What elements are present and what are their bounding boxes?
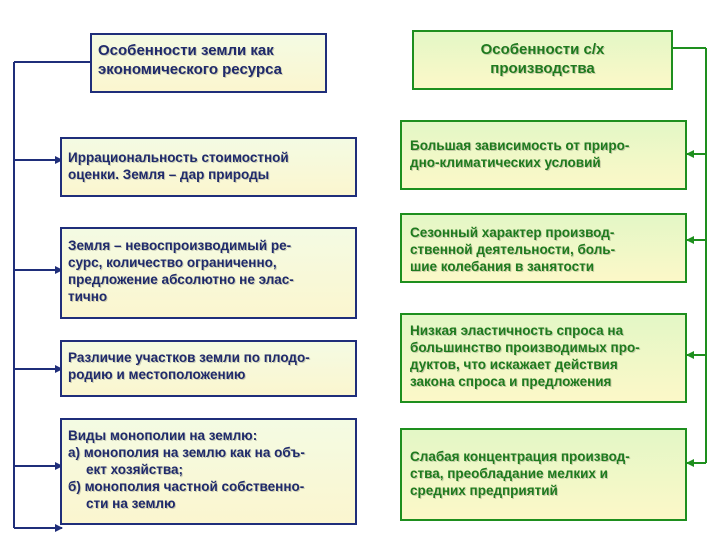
right-item-line: Низкая эластичность спроса на [410, 323, 624, 338]
left-item-line: Иррациональность стоимостной [68, 150, 289, 165]
left-item-line: предложение абсолютно не элас- [68, 272, 294, 287]
right-item-line: Сезонный характер производ- [410, 225, 615, 240]
right-item-line: ственной деятельности, боль- [410, 242, 616, 257]
left-item-box [60, 418, 357, 525]
left-item-line: б) монополия частной собственно- [68, 479, 305, 494]
left-item-line: а) монополия на землю как на объ- [68, 445, 305, 460]
right-header-box [412, 30, 673, 90]
left-header-box [90, 33, 327, 93]
left-item-line: Земля – невоспроизводимый ре- [68, 238, 292, 253]
left-item-line: сти на землю [86, 496, 176, 511]
left-item-line: Виды монополии на землю: [68, 428, 258, 443]
right-item-line: большинство производимых про- [410, 340, 640, 355]
right-item-line: Слабая концентрация производ- [410, 449, 630, 464]
right-header-line: производства [490, 60, 595, 77]
left-item-box [60, 340, 357, 397]
right-item-line: закона спроса и предложения [410, 374, 612, 389]
left-item-line: родию и местоположению [68, 367, 246, 382]
right-item-line: шие колебания в занятости [410, 259, 594, 274]
right-item-box [400, 313, 687, 403]
left-item-line: ект хозяйства; [86, 462, 183, 477]
right-item-line: дно-климатических условий [410, 155, 601, 170]
left-item-line: оценки. Земля – дар природы [68, 167, 270, 182]
right-item-box [400, 213, 687, 283]
left-item-line: Различие участков земли по плодо- [68, 350, 310, 365]
right-item-box [400, 120, 687, 190]
right-header-line: Особенности с/х [480, 41, 605, 58]
right-item-box [400, 428, 687, 521]
right-item-line: средних предприятий [410, 483, 558, 498]
right-item-line: ства, преобладание мелких и [410, 466, 608, 481]
left-item-line: сурс, количество ограниченно, [68, 255, 277, 270]
right-item-line: дуктов, что искажает действия [410, 357, 618, 372]
left-item-box [60, 137, 357, 197]
right-item-line: Большая зависимость от приро- [410, 138, 630, 153]
left-item-box [60, 227, 357, 319]
left-header-line: экономического ресурса [98, 61, 282, 78]
left-header-line: Особенности земли как [98, 42, 274, 59]
left-item-line: тично [68, 289, 108, 304]
